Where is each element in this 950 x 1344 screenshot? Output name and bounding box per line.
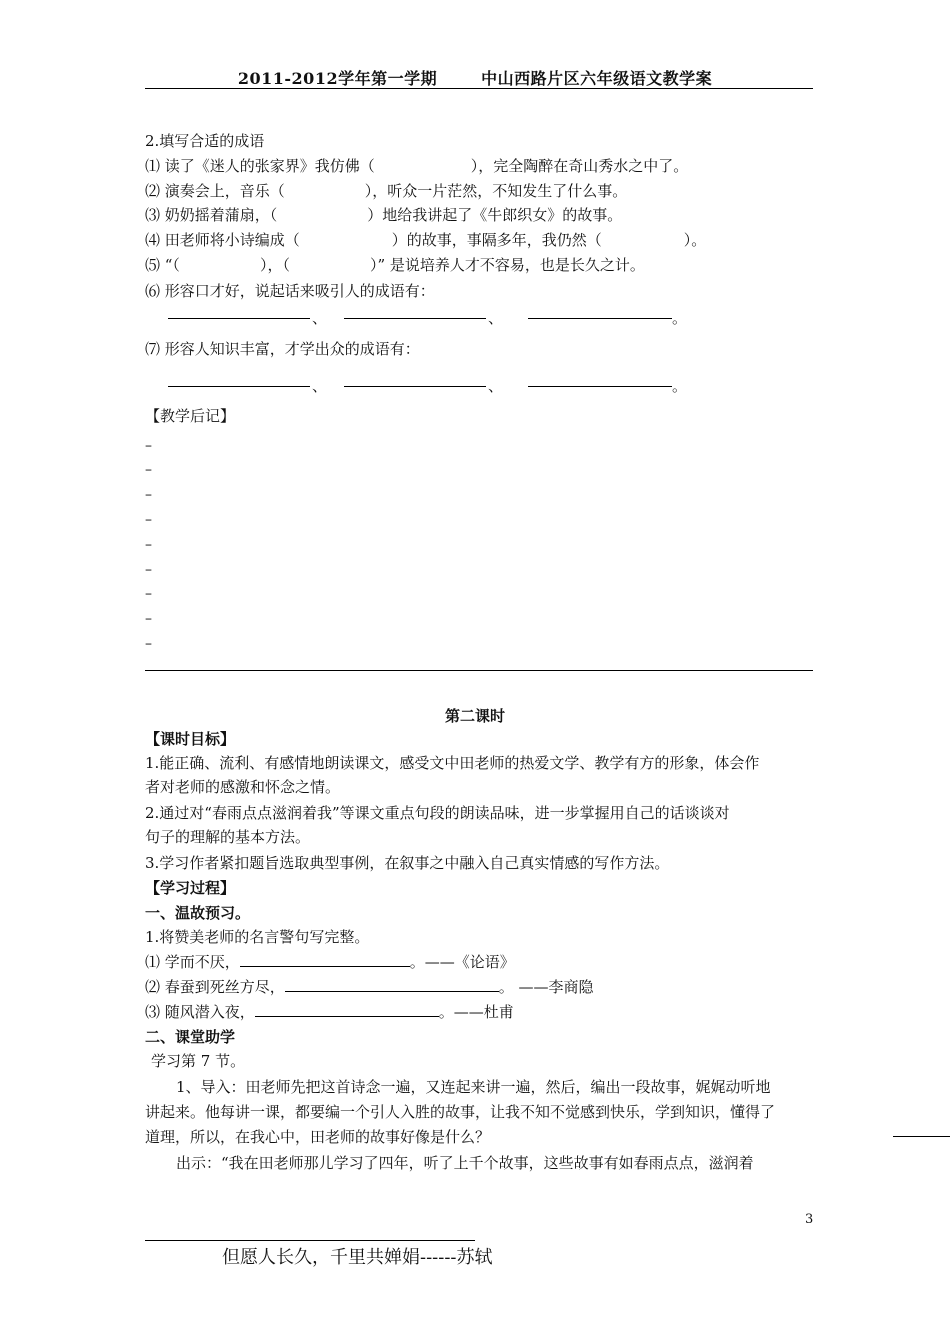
page-header [0,66,950,89]
item-4-post: ）。 [683,231,707,249]
postscript-line: – [145,487,152,503]
postscript-line: – [145,562,152,578]
goal-2-line-1: 2.通过对“春雨点点滋润着我”等课文重点句段的朗读品味，进一步掌握用自己的话谈谈对 [145,804,730,822]
answer-line-6a[interactable] [168,318,310,319]
answer-line-7c[interactable] [528,386,672,387]
paragraph-2: 出示：“我在田老师那儿学习了四年，听了上千个故事，这些故事有如春雨点点，滋润着 [176,1154,754,1172]
goal-1-line-1: 1.能正确、流利、有感情地朗读课文，感受文中田老师的热爱文学、教学有方的形象，体会作 [145,754,760,772]
exercise-item-3 [145,204,622,225]
quote-3-blank[interactable] [255,1015,439,1017]
exercise-item-5 [145,254,645,275]
quote-2-blank[interactable] [285,990,499,992]
item-5-mid: ），（ [259,256,290,274]
answer-line-7b[interactable] [344,386,486,387]
header-title: 中山西路片区六年级语文教学案 [481,69,713,88]
answer-end-7: 。 [672,377,688,395]
item-5-pre: ⑸ “（ [145,256,180,274]
margin-rule [893,1136,950,1137]
item-2-post: ），听众一片茫然，不知发生了什么事。 [364,182,628,200]
answer-line-7a[interactable] [168,386,310,387]
quote-1-pre: ⑴ 学而不厌， [145,953,240,971]
item-4-pre: ⑷ 田老师将小诗编成（ [145,231,300,249]
item-3-pre: ⑶ 奶奶摇着蒲扇，（ [145,206,278,224]
quote-1-post: 。——《论语》 [409,953,515,971]
part-2-heading: 二、课堂助学 [145,1028,236,1046]
paragraph-1-line-3: 道理，所以，在我心中，田老师的故事好像是什么？ [145,1128,491,1146]
header-rule [145,88,813,89]
item-3-post: ）地给我讲起了《牛郎织女》的故事。 [367,206,623,224]
quote-2 [145,976,594,997]
quote-3-pre: ⑶ 随风潜入夜， [145,1003,255,1021]
footer-rule [145,1240,475,1241]
goal-1-line-2: 者对老师的感激和怀念之情。 [145,778,341,796]
answer-line-6b[interactable] [344,318,486,319]
answer-sep-6a: 、 [312,309,328,327]
postscript-line: – [145,438,152,454]
postscript-title: 【教学后记】 [145,407,236,425]
item-5-post: ）” 是说培养人才不容易，也是长久之计。 [369,256,645,274]
quote-1 [145,951,515,972]
exercise-title: 2.填写合适的成语 [145,132,265,150]
goal-2-line-2: 句子的理解的基本方法。 [145,828,311,846]
answer-sep-6b: 、 [488,309,504,327]
footer-quote: 但愿人长久，千里共婵娟------苏轼 [222,1247,493,1268]
page-number: 3 [805,1212,814,1227]
answer-sep-7b: 、 [488,377,504,395]
answer-end-6: 。 [672,309,688,327]
paragraph-1-line-1: 1、导入：田老师先把这首诗念一遍，又连起来讲一遍，然后，编出一段故事，娓娓动听地 [176,1078,771,1096]
exercise-item-2 [145,180,627,201]
exercise-item-1 [145,155,688,176]
postscript-line: – [145,537,152,553]
item-4-mid: ）的故事，事隔多年，我仍然（ [391,231,602,249]
lesson-title: 第二课时 [444,707,505,725]
process-heading: 【学习过程】 [145,879,236,897]
postscript-line: – [145,586,152,602]
item-1-pre: ⑴ 读了《迷人的张家界》我仿佛（ [145,157,375,175]
quote-2-post: 。 ——李商隐 [498,978,594,996]
postscript-line: – [145,636,152,652]
paragraph-1-line-2: 讲起来。他每讲一课，都要编一个引人入胜的故事，让我不知不觉感到快乐，学到知识，懂得了 [145,1103,776,1121]
answer-sep-7a: 、 [312,377,328,395]
item-2-pre: ⑵ 演奏会上，音乐（ [145,182,285,200]
goals-heading: 【课时目标】 [145,730,236,748]
item-1-post: ），完全陶醉在奇山秀水之中了。 [470,157,689,175]
exercise-item-7: ⑺ 形容人知识丰富，才学出众的成语有： [145,340,420,358]
goal-3: 3.学习作者紧扣题旨选取典型事例，在叙事之中融入自己真实情感的写作方法。 [145,854,670,872]
quote-3 [145,1001,514,1022]
section-divider [145,670,813,671]
quote-1-blank[interactable] [240,965,410,967]
header-term: 2011-2012学年第一学期 [237,69,438,88]
part-1-heading: 一、温故预习。 [145,904,251,922]
exercise-item-4 [145,229,706,250]
study-section: 学习第 7 节。 [151,1052,246,1070]
exercise-item-6: ⑹ 形容口才好，说起话来吸引人的成语有： [145,282,435,300]
postscript-line: – [145,611,152,627]
quote-3-post: 。——杜甫 [438,1003,514,1021]
quote-2-pre: ⑵ 春蚕到死丝方尽， [145,978,285,996]
postscript-line: – [145,462,152,478]
answer-line-6c[interactable] [528,318,672,319]
preview-question: 1.将赞美老师的名言警句写完整。 [145,928,370,946]
postscript-line: – [145,512,152,528]
